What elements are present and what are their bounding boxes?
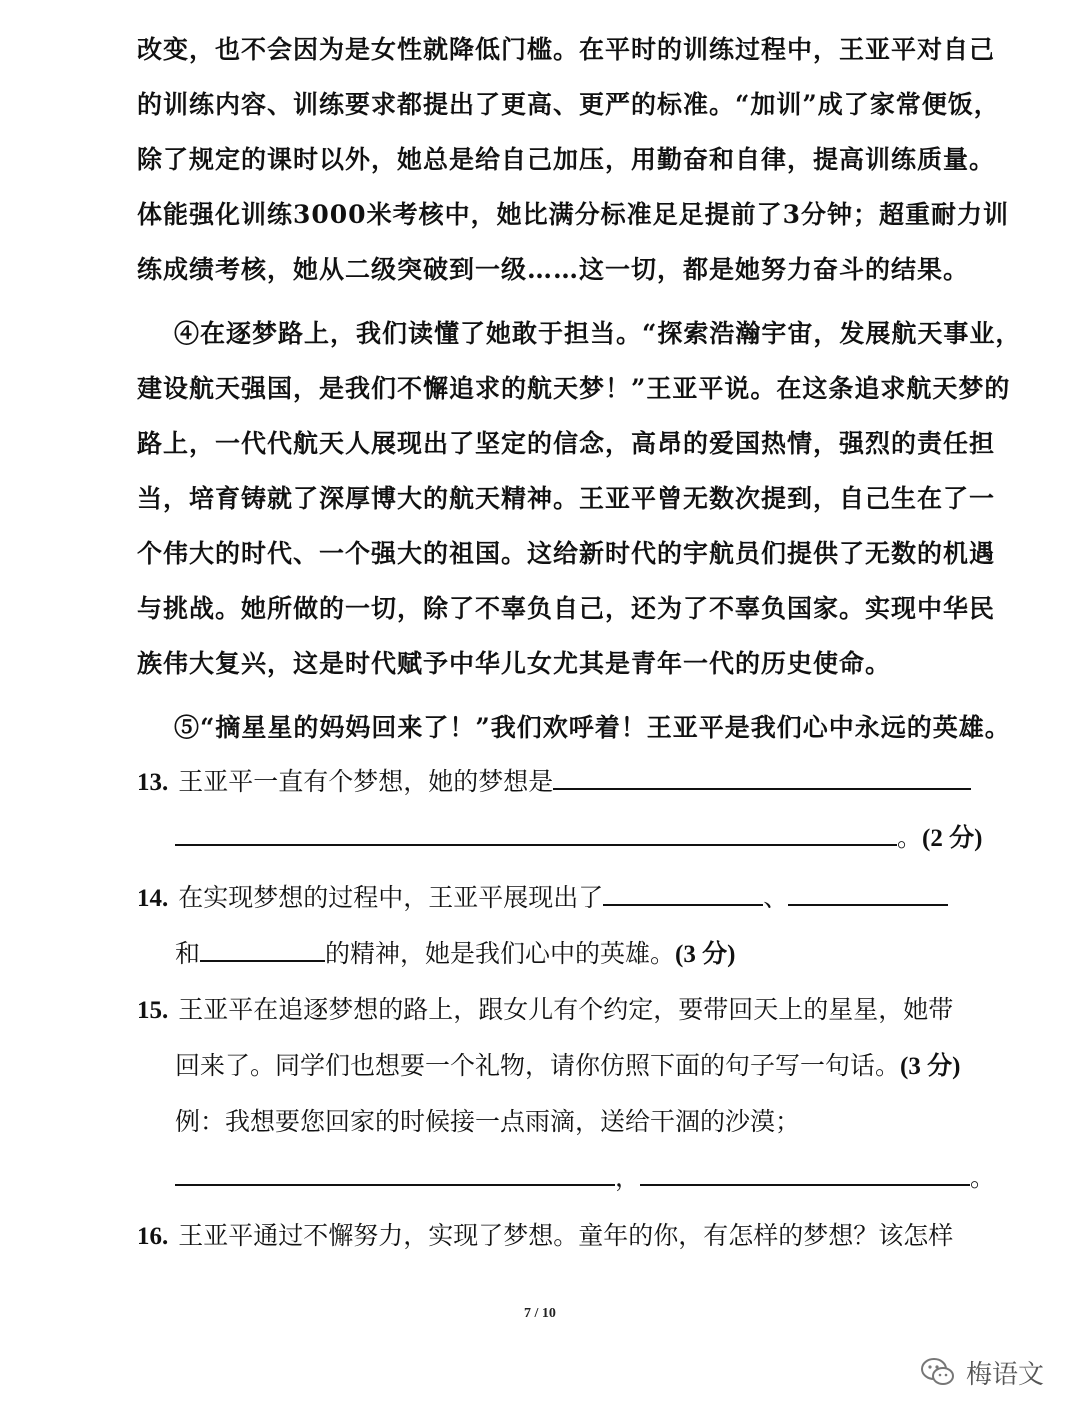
passage-paragraph-5 xyxy=(137,700,1011,755)
text-line: 除了规定的课时以外，她总是给自己加压，用勤奋和自律，提高训练质量。 xyxy=(137,145,996,174)
answer-blank[interactable] xyxy=(553,764,971,790)
example-sentence: 例：我想要您回家的时候接一点雨滴，送给干涸的沙漠； xyxy=(175,1109,801,1136)
punctuation: 。 xyxy=(897,825,923,852)
separator: 、 xyxy=(763,885,789,912)
question-number: 15. xyxy=(137,997,169,1024)
conjunction: 和 xyxy=(175,941,201,968)
page-number: 7 / 10 xyxy=(524,1306,556,1321)
answer-blank[interactable] xyxy=(788,880,948,906)
points-label: (3 分) xyxy=(900,1053,961,1080)
question-text: 回来了。同学们也想要一个礼物，请你仿照下面的句子写一句话。 xyxy=(175,1053,901,1080)
question-text: 的精神，她是我们心中的英雄。 xyxy=(325,941,676,968)
passage-paragraph-4 xyxy=(137,306,1022,691)
wechat-icon xyxy=(918,1352,958,1392)
question-text: 王亚平在追逐梦想的路上，跟女儿有个约定，要带回天上的星星，她带 xyxy=(178,997,954,1024)
watermark xyxy=(918,1352,1044,1392)
answer-blank[interactable] xyxy=(175,820,897,846)
question-14 xyxy=(137,871,987,983)
text-line: ④在逐梦路上，我们读懂了她敢于担当。“探索浩瀚宇宙，发展航天事业， xyxy=(174,319,1022,348)
text-line: 建设航天强国，是我们不懈追求的航天梦！”王亚平说。在这条追求航天梦的 xyxy=(137,374,1011,403)
question-13 xyxy=(137,755,987,867)
text-line: 练成绩考核，她从二级突破到一级……这一切，都是她努力奋斗的结果。 xyxy=(137,255,970,284)
text-line: 当，培育铸就了深厚博大的航天精神。王亚平曾无数次提到，自己生在了一 xyxy=(137,484,996,513)
text-line: 个伟大的时代、一个强大的祖国。这给新时代的宇航员们提供了无数的机遇 xyxy=(137,539,996,568)
text-line: 体能强化训练3000米考核中，她比满分标准足足提前了3分钟；超重耐力训 xyxy=(137,200,1009,229)
text-line: 族伟大复兴，这是时代赋予中华儿女尤其是青年一代的历史使命。 xyxy=(137,649,892,678)
points-label: (3 分) xyxy=(675,941,736,968)
text-line: 的训练内容、训练要求都提出了更高、更严的标准。“加训”成了家常便饭， xyxy=(137,90,1000,119)
text-line: 与挑战。她所做的一切，除了不辜负自己，还为了不辜负国家。实现中华民 xyxy=(137,594,996,623)
answer-blank[interactable] xyxy=(200,936,325,962)
question-number: 13. xyxy=(137,769,169,796)
punctuation: 。 xyxy=(970,1165,996,1192)
question-text: 王亚平一直有个梦想，她的梦想是 xyxy=(178,769,554,796)
answer-blank[interactable] xyxy=(640,1160,970,1186)
question-15 xyxy=(137,983,996,1207)
answer-blank[interactable] xyxy=(175,1160,615,1186)
question-number: 14. xyxy=(137,885,169,912)
question-text: 在实现梦想的过程中，王亚平展现出了 xyxy=(178,885,604,912)
text-line: 路上，一代代航天人展现出了坚定的信念，高昂的爱国热情，强烈的责任担 xyxy=(137,429,996,458)
answer-blank[interactable] xyxy=(603,880,763,906)
watermark-label: 梅语文 xyxy=(965,1359,1044,1390)
text-line: ⑤“摘星星的妈妈回来了！”我们欢呼着！王亚平是我们心中永远的英雄。 xyxy=(174,713,1011,742)
punctuation: ， xyxy=(615,1165,641,1192)
question-16 xyxy=(137,1209,987,1265)
text-line: 改变，也不会因为是女性就降低门槛。在平时的训练过程中，王亚平对自己 xyxy=(137,35,996,64)
question-number: 16. xyxy=(137,1223,169,1250)
question-text: 王亚平通过不懈努力，实现了梦想。童年的你，有怎样的梦想？该怎样 xyxy=(178,1223,954,1250)
passage-paragraph-3 xyxy=(137,22,1009,297)
points-label: (2 分) xyxy=(922,825,983,852)
